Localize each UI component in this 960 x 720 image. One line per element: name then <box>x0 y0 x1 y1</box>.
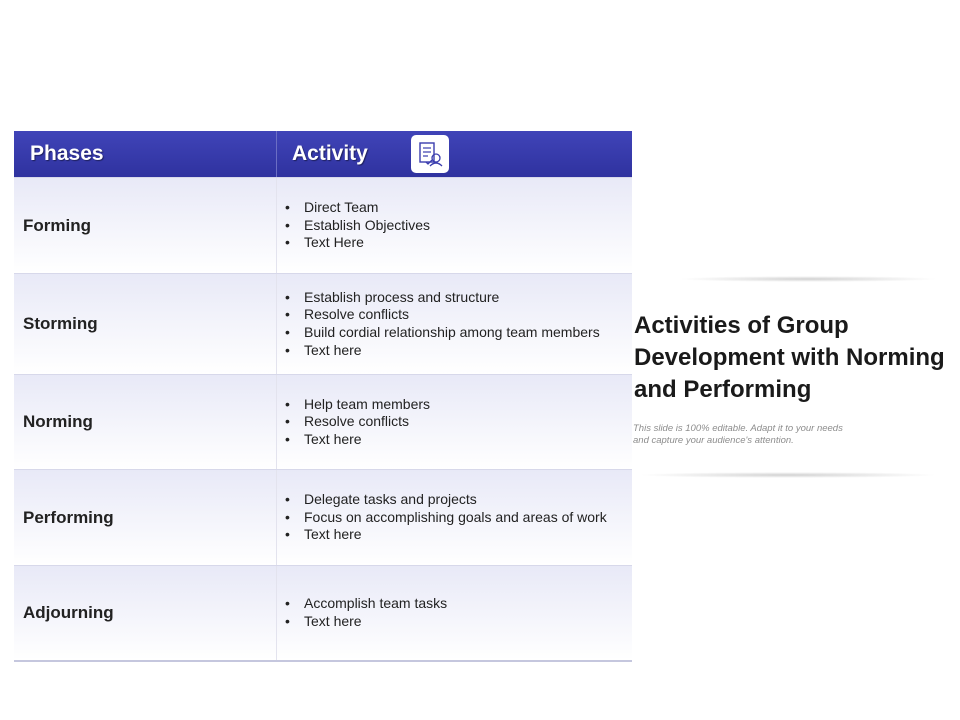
phase-label: Forming <box>14 178 277 273</box>
activity-item: • Text Here <box>285 234 632 252</box>
activity-item: • Text here <box>285 342 632 360</box>
activity-item: • Establish Objectives <box>285 217 632 235</box>
bottom-shadow-divider <box>638 472 938 478</box>
activity-item: • Text here <box>285 613 632 631</box>
activity-cell <box>277 375 632 469</box>
activity-item: • Resolve conflicts <box>285 306 632 324</box>
activity-item: • Build cordial relationship among team members <box>285 324 632 342</box>
activity-cell <box>277 178 632 273</box>
table-row <box>14 177 632 273</box>
slide-title: Activities of Group Development with Norming and Performing <box>634 312 945 403</box>
checklist-icon <box>411 135 449 173</box>
phase-label: Storming <box>14 274 277 374</box>
table-header <box>14 131 632 177</box>
activity-cell <box>277 566 632 660</box>
table-row <box>14 374 632 469</box>
activity-cell <box>277 274 632 374</box>
top-shadow-divider <box>678 276 938 282</box>
activity-item: • Help team members <box>285 396 632 414</box>
phases-header: Phases <box>14 131 277 177</box>
activity-item: • Delegate tasks and projects <box>285 491 632 509</box>
activity-item: • Text here <box>285 526 632 544</box>
activity-header: Activity <box>292 142 368 165</box>
activity-cell <box>277 470 632 565</box>
activity-item: • Direct Team <box>285 199 632 217</box>
phases-table <box>14 131 632 662</box>
activity-item: • Accomplish team tasks <box>285 595 632 613</box>
table-row <box>14 469 632 565</box>
activity-item: • Establish process and structure <box>285 289 632 307</box>
slide-subtitle: This slide is 100% editable. Adapt it to your needs and capture your audience's attention. <box>633 423 843 446</box>
activity-header-cell <box>277 131 632 177</box>
activity-item: • Resolve conflicts <box>285 413 632 431</box>
phase-label: Norming <box>14 375 277 469</box>
activity-item: • Text here <box>285 431 632 449</box>
phase-label: Performing <box>14 470 277 565</box>
phase-label: Adjourning <box>14 566 277 660</box>
table-row <box>14 565 632 660</box>
table-row <box>14 273 632 374</box>
activity-item: • Focus on accomplishing goals and areas of work <box>285 509 632 527</box>
